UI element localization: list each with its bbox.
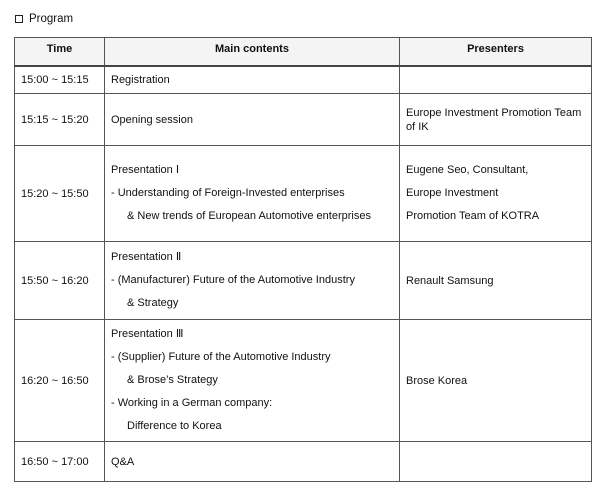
program-heading xyxy=(15,12,73,26)
table-row xyxy=(15,442,592,482)
presenter-line: Europe Investment xyxy=(406,187,499,199)
table-row xyxy=(15,94,592,146)
header-main-contents: Main contents xyxy=(105,38,400,66)
contents-cell xyxy=(105,242,400,320)
table-row xyxy=(15,146,592,242)
program-table xyxy=(14,37,592,482)
contents-line: & New trends of European Automotive enterprises xyxy=(127,210,371,222)
presenters-cell xyxy=(400,242,592,320)
time-cell: 16:50 ~ 17:00 xyxy=(15,442,105,482)
contents-line: Presentation Ⅰ xyxy=(111,164,180,176)
presenters-cell xyxy=(400,94,592,146)
contents-line: Presentation Ⅲ xyxy=(111,328,184,340)
contents-cell xyxy=(105,94,400,146)
contents-cell xyxy=(105,442,400,482)
table-header-row xyxy=(15,38,592,66)
contents-line: Registration xyxy=(111,73,170,86)
contents-line: - (Manufacturer) Future of the Automotive Industry xyxy=(111,274,355,286)
presenters-cell xyxy=(400,442,592,482)
presenter-line: Renault Samsung xyxy=(406,274,494,287)
program-heading-label: Program xyxy=(29,13,74,25)
table-row xyxy=(15,320,592,442)
presenter-line: Brose Korea xyxy=(406,374,468,387)
contents-cell xyxy=(105,146,400,242)
presenter-line: Promotion Team of KOTRA xyxy=(406,210,540,222)
time-cell: 15:00 ~ 15:15 xyxy=(15,66,105,94)
contents-cell xyxy=(105,66,400,94)
contents-line: Opening session xyxy=(111,113,193,126)
time-cell: 15:20 ~ 15:50 xyxy=(15,146,105,242)
presenter-line: Europe Investment Promotion Team of IK xyxy=(406,106,582,133)
table-row xyxy=(15,66,592,94)
contents-cell xyxy=(105,320,400,442)
contents-line: - Understanding of Foreign-Invested enterprises xyxy=(111,187,345,199)
contents-line: Q&A xyxy=(111,455,135,468)
time-cell: 15:15 ~ 15:20 xyxy=(15,94,105,146)
presenter-line: Eugene Seo, Consultant, xyxy=(406,164,529,176)
presenters-cell xyxy=(400,66,592,94)
contents-line: - (Supplier) Future of the Automotive Industry xyxy=(111,351,331,363)
header-time: Time xyxy=(15,38,105,66)
time-cell: 15:50 ~ 16:20 xyxy=(15,242,105,320)
presenters-cell xyxy=(400,320,592,442)
header-presenters: Presenters xyxy=(400,38,592,66)
table-row xyxy=(15,242,592,320)
contents-line: - Working in a German company: xyxy=(111,397,273,409)
empty-square-icon xyxy=(15,15,23,23)
presenters-cell xyxy=(400,146,592,242)
contents-line: Presentation Ⅱ xyxy=(111,251,182,263)
contents-line: & Strategy xyxy=(127,297,179,309)
contents-line: & Brose’s Strategy xyxy=(127,374,218,386)
time-cell: 16:20 ~ 16:50 xyxy=(15,320,105,442)
contents-line: Difference to Korea xyxy=(127,420,222,432)
